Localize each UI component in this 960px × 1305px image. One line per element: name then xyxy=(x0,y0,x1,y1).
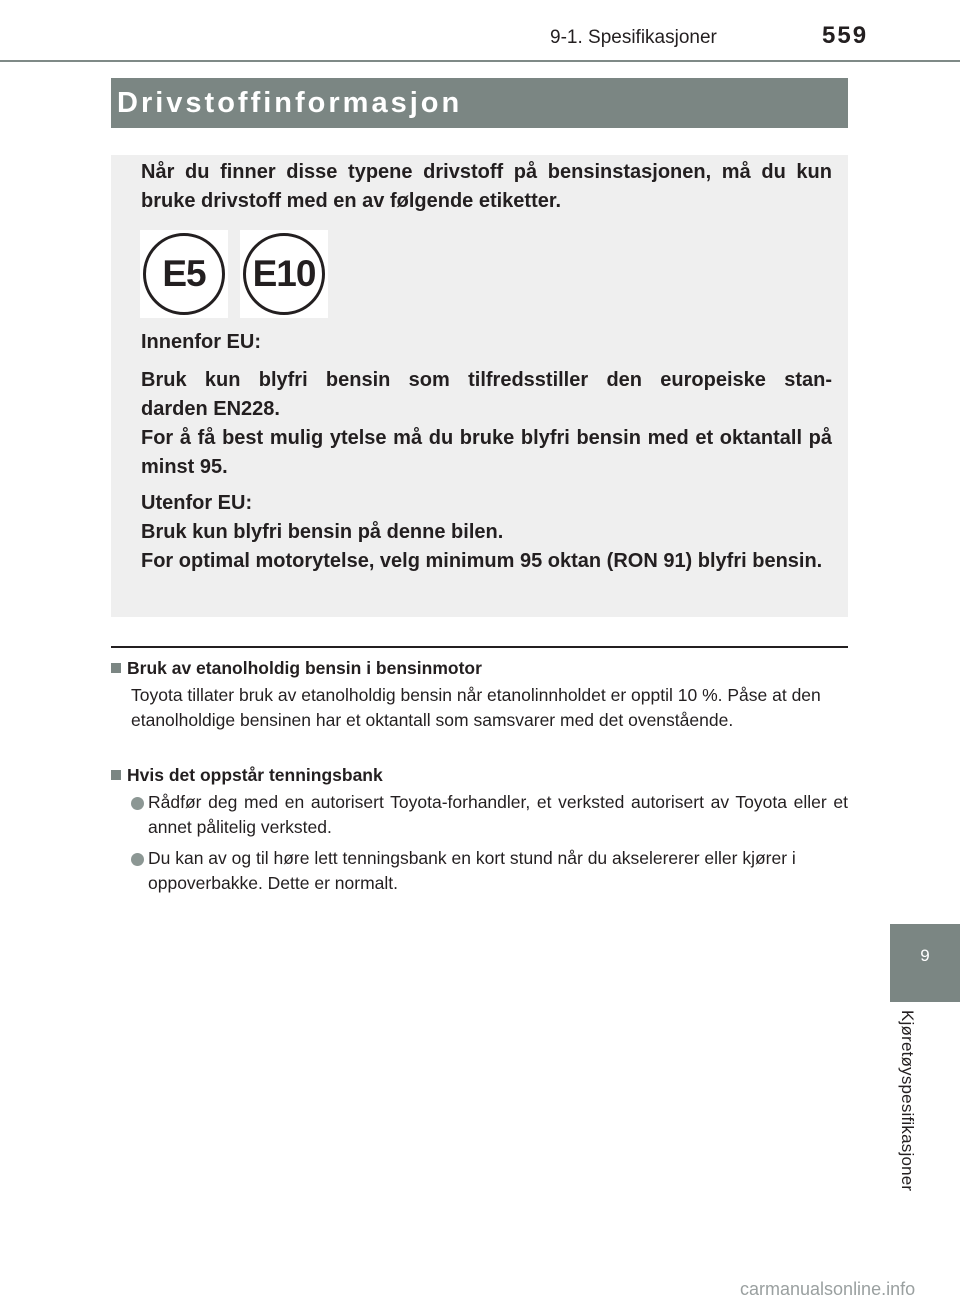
section-header: 9-1. Spesifikasjoner xyxy=(550,27,717,48)
e10-label-icon: E10 xyxy=(243,233,325,315)
intro-text: Når du finner disse typene drivstoff på bensinstasjonen, må du kun bruke drivstoff med en av følgende etiketter. xyxy=(141,161,832,212)
section-heading-ethanol: Bruk av etanolholdig bensin i bensinmotor xyxy=(111,657,482,679)
non-eu-heading: Utenfor EU: xyxy=(141,492,253,514)
square-bullet-icon xyxy=(111,663,121,673)
eu-text-line-2: darden EN228. xyxy=(141,398,280,420)
ethanol-body-text: Toyota tillater bruk av etanolholdig bensin når etanolinnholdet er opptil 10 %. Påse at den etanolholdige bensinen har et oktantall som samsvarer med det ovenstående. xyxy=(131,685,821,730)
page-number: 559 xyxy=(822,22,869,49)
round-bullet-icon xyxy=(131,797,144,810)
eu-text-line-1: Bruk kun blyfri bensin som tilfredsstiller den europeiske stan- xyxy=(141,369,832,391)
square-bullet-icon xyxy=(111,770,121,780)
chapter-label: Kjøretøyspesifikasjoner xyxy=(898,1010,917,1192)
e5-label-icon: E5 xyxy=(143,233,225,315)
eu-text-2: For å få best mulig ytelse må du bruke blyfri bensin med et oktantall på minst 95. xyxy=(141,427,832,478)
chapter-number: 9 xyxy=(920,946,930,965)
section-heading-knocking: Hvis det oppstår tenningsbank xyxy=(111,764,383,786)
chapter-tab xyxy=(890,924,960,1002)
round-bullet-icon xyxy=(131,853,144,866)
fuel-info-box xyxy=(111,155,848,617)
fuel-label-e5 xyxy=(140,230,228,318)
eu-heading: Innenfor EU: xyxy=(141,331,261,353)
page-title: Drivstoffinformasjon xyxy=(117,87,463,119)
non-eu-text-1: Bruk kun blyfri bensin på denne bilen. xyxy=(141,521,504,543)
watermark: carmanualsonline.info xyxy=(740,1279,916,1299)
non-eu-text-2: For optimal motorytelse, velg minimum 95 oktan (RON 91) blyfri bensin. xyxy=(141,550,823,572)
title-bar xyxy=(111,78,848,128)
knocking-bullet-2: Du kan av og til høre lett tenningsbank en kort stund når du akselererer eller kjører i oppoverbakke. Dette er normalt. xyxy=(148,848,796,893)
knocking-bullet-1: Rådfør deg med en autorisert Toyota-forhandler, et verksted autorisert av Toyota eller et annet pålitelig verksted. xyxy=(148,792,848,837)
section-divider xyxy=(111,646,848,648)
fuel-label-e10 xyxy=(240,230,328,318)
header-divider xyxy=(0,60,960,62)
